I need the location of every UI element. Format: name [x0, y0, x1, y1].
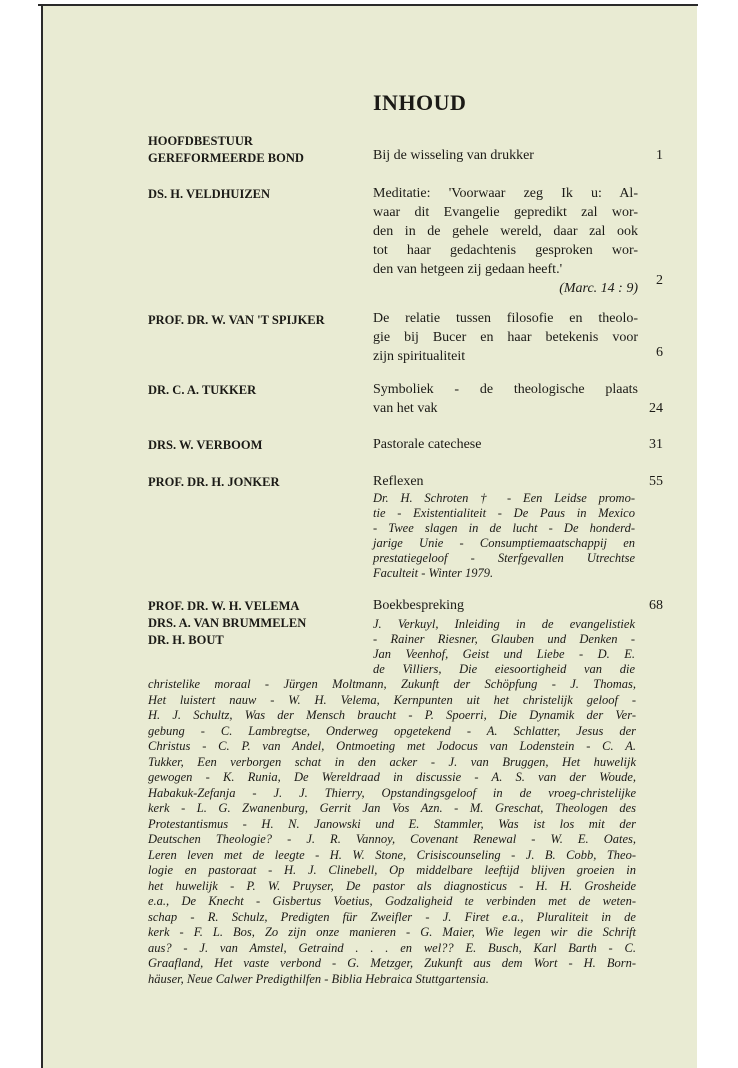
page-number: 1	[656, 148, 663, 163]
entry-title-reflexen	[373, 472, 638, 491]
page-number: 68	[649, 598, 663, 613]
author-hoofdbestuur	[148, 133, 363, 167]
book-line: Habakuk-Zefanja - J. J. Thierry, Opstandingsgeloof in de vroeg-christelijke	[148, 785, 636, 800]
book-line: het huwelijk - P. W. Pruyser, De pastor als diagnosticus - H. H. Grosheide	[148, 878, 636, 893]
entry-title-drukker	[373, 146, 638, 165]
subitem-line: prestatiegeloof - Sterfgevallen Utrechtse	[373, 551, 635, 565]
book-line: christelike moraal - Jürgen Moltmann, Zukunft der Schöpfung - J. Thomas,	[148, 677, 636, 691]
author-line: DRS. A. VAN BRUMMELEN	[148, 616, 307, 630]
entry-title-boekbespreking	[373, 596, 638, 615]
title-line: van het vak	[373, 401, 438, 416]
subitem-line: - Rainer Riesner, Glauben und Denken -	[373, 632, 635, 646]
author-line: PROF. DR. W. H. VELEMA	[148, 599, 300, 613]
subitem-line: de Villiers, Die eiesoortigheid van die	[373, 662, 635, 676]
book-line: häuser, Neue Calwer Predigthilfen - Biblia Hebraica Stuttgartensia.	[148, 971, 489, 986]
author-verboom: DRS. W. VERBOOM	[148, 438, 263, 452]
subitem-line: - Twee slagen in de lucht - De honderd-	[373, 521, 635, 535]
page-number: 31	[649, 437, 663, 452]
page-number: 2	[656, 273, 663, 288]
title-line: zijn spiritualiteit	[373, 349, 466, 364]
book-line: e.a., De Knecht - Gisbertus Voetius, Godzaligheid te verbinden met de weten-	[148, 894, 636, 908]
entry-title-meditatie	[373, 184, 638, 298]
subitem-line: Jan Veenhof, Geist und Liebe - D. E.	[373, 647, 635, 661]
page-title: INHOUD	[373, 90, 467, 115]
page-number: 24	[649, 401, 663, 416]
scripture-reference: (Marc. 14 : 9)	[559, 281, 638, 296]
title-line: den van hetgeen zij gedaan heeft.'	[373, 262, 563, 277]
title-line: Symboliek - de theologische plaats	[373, 382, 638, 397]
entry-title-bucer	[373, 309, 638, 366]
page-number: 55	[649, 474, 663, 489]
title-line: Meditatie: 'Voorwaar zeg Ik u: Al-	[373, 186, 638, 201]
title-line: Boekbespreking	[373, 598, 464, 613]
subitem-line: Faculteit - Winter 1979.	[373, 566, 494, 580]
author-tukker: DR. C. A. TUKKER	[148, 383, 257, 397]
book-line: Christus - C. P. van Andel, Ontmoeting met Jodocus van Lodenstein - C. A.	[148, 739, 636, 753]
subitem-line: J. Verkuyl, Inleiding in de evangelistiek	[373, 617, 635, 631]
book-line: gebung - C. Lambregtse, Onderweg opgetekend - A. Schlatter, Jesus der	[148, 723, 636, 738]
book-line: Tukker, Een verborgen schat in den acker - J. van Bruggen, Het huwelijk	[148, 754, 636, 769]
author-line: DR. H. BOUT	[148, 633, 224, 647]
title-line: Reflexen	[373, 474, 424, 489]
book-line: H. J. Schultz, Was der Mensch braucht - P. Spoerri, Die Dynamik der Ver-	[148, 708, 636, 722]
boekbespreking-list-start	[373, 617, 635, 677]
title-line: gie bij Bucer en haar betekenis voor	[373, 330, 638, 345]
book-line: Het luistert nauw - W. H. Velema, Kernpunten uit het christelijk geloof -	[148, 692, 636, 707]
author-line: GEREFORMEERDE BOND	[148, 151, 304, 165]
entry-title-symboliek	[373, 380, 638, 418]
title-line: den in de gehele wereld, daar zal ook	[373, 224, 638, 239]
book-line: Protestantismus - H. N. Janowski und E. Stammler, Was ist los mit der	[148, 816, 636, 831]
book-line: Graafland, Het vaste verbond - G. Metzger, Zukunft aus dem Wort - H. Born-	[148, 956, 636, 970]
title-line: Pastorale catechese	[373, 437, 482, 452]
author-van-t-spijker: PROF. DR. W. VAN 'T SPIJKER	[148, 313, 325, 327]
subitem-line: jarige Unie - Consumptiemaatschappij en	[373, 536, 635, 550]
book-line: logie en pastoraat - H. J. Clinebell, Op middelbare leeftijd blijven groeien in	[148, 863, 636, 877]
title-line: Bij de wisseling van drukker	[373, 148, 534, 163]
title-line: De relatie tussen filosofie en theolo-	[373, 311, 638, 326]
boekbespreking-list-continued	[148, 677, 636, 987]
book-line: gewogen - K. Runia, De Wereldraad in discussie - A. S. van der Woude,	[148, 770, 636, 784]
book-line: aus? - J. van Amstel, Getraind . . . en wel?? E. Busch, Karl Barth - C.	[148, 940, 636, 955]
subitem-line: tie - Existentialiteit - De Paus in Mexico	[373, 506, 635, 520]
book-line: Deutschen Theologie? - J. R. Vannoy, Covenant Renewal - W. E. Oates,	[148, 832, 636, 846]
book-line: Leren leven met de leegte - H. W. Stone, Crisiscounseling - J. B. Cobb, Theo-	[148, 847, 636, 862]
author-velema-brummelen-bout	[148, 598, 363, 649]
book-line: kerk - L. G. Zwanenburg, Gerrit Jan Vos Azn. - M. Greschat, Theologen des	[148, 801, 636, 815]
entry-title-catechese	[373, 435, 638, 454]
author-jonker: PROF. DR. H. JONKER	[148, 475, 280, 489]
title-line: waar dit Evangelie gepredikt zal wor-	[373, 205, 638, 220]
page-number: 6	[656, 345, 663, 360]
author-veldhuizen: DS. H. VELDHUIZEN	[148, 187, 271, 201]
reflexen-subtopics	[373, 491, 635, 581]
author-line: HOOFDBESTUUR	[148, 134, 253, 148]
book-line: schap - R. Schulz, Predigten für Zweifler - J. Firet e.a., Pluraliteit in de	[148, 909, 636, 924]
subitem-line: Dr. H. Schroten † - Een Leidse promo-	[373, 491, 635, 505]
book-line: kerk - F. L. Bos, Zo zijn onze manieren - G. Maier, Wie legen wir die Schrift	[148, 925, 636, 939]
title-line: tot haar gedachtenis gesproken wor-	[373, 243, 638, 258]
